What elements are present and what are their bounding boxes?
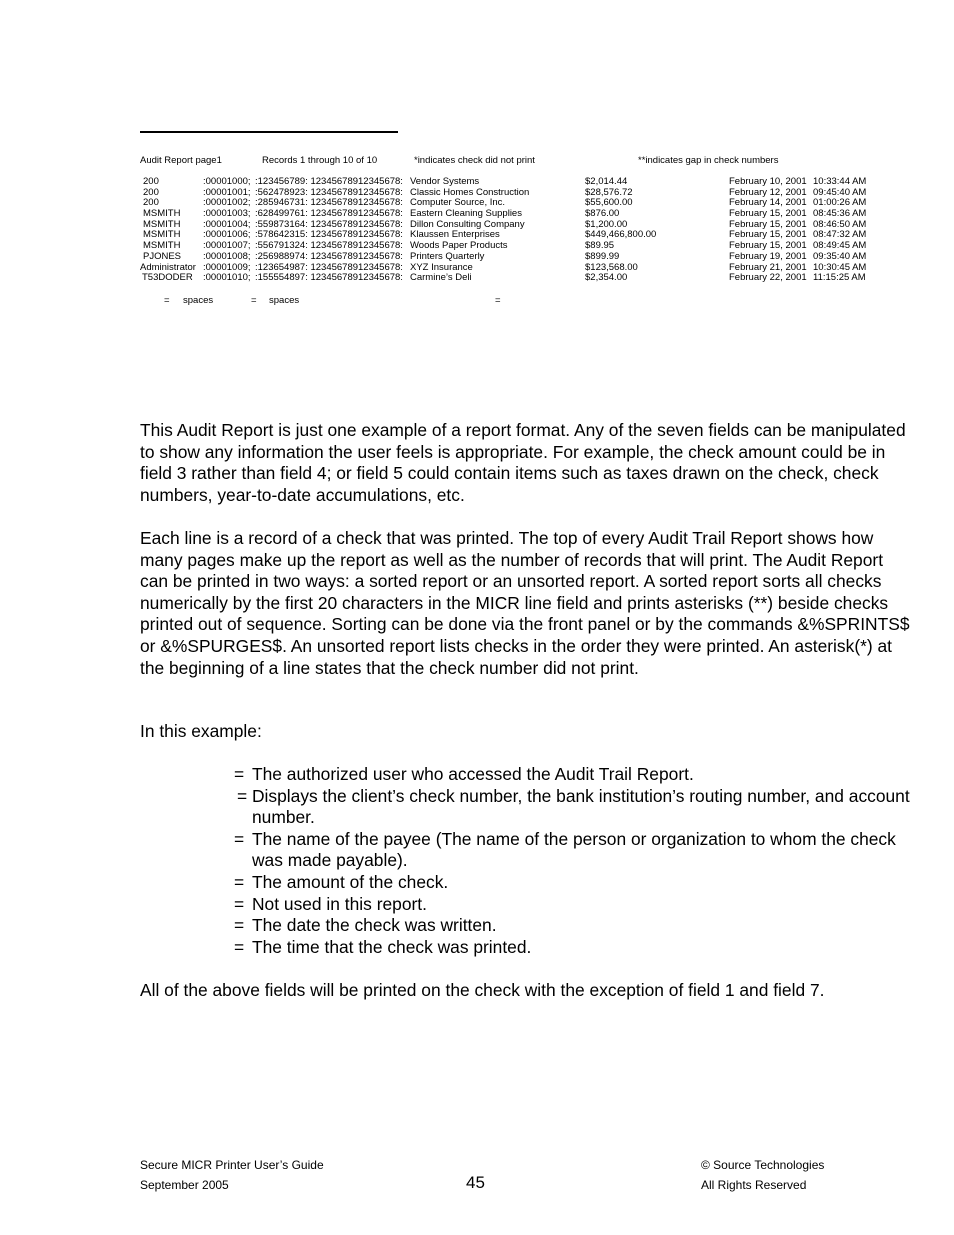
cell-routing-account: :578642315: 12345678912345678: xyxy=(255,229,403,241)
cell-date: February 19, 2001 xyxy=(729,250,807,262)
list-item-text: The time that the check was printed. xyxy=(252,936,532,957)
cell-routing-account: :559873164: 12345678912345678: xyxy=(255,218,403,230)
cell-time: 08:46:50 AM xyxy=(813,218,867,230)
cell-user: 200 xyxy=(143,186,159,198)
equals-sign: = xyxy=(234,936,245,957)
footer-guide-title: Secure MICR Printer User’s Guide xyxy=(140,1158,324,1172)
cell-date: February 15, 2001 xyxy=(729,208,807,220)
field-definition-list xyxy=(228,764,918,958)
cell-routing-account: :556791324: 12345678912345678: xyxy=(255,240,403,252)
cell-payee: Computer Source, Inc. xyxy=(410,197,506,209)
cell-routing-account: :123456789: 12345678912345678: xyxy=(255,176,403,187)
example-heading xyxy=(140,721,915,743)
table-row xyxy=(0,273,954,284)
cell-amount: $876.00 xyxy=(585,208,620,220)
cell-date: February 10, 2001 xyxy=(729,176,807,187)
cell-payee: XYZ Insurance xyxy=(410,261,473,273)
list-item xyxy=(228,764,918,786)
cell-payee: Eastern Cleaning Supplies xyxy=(410,208,522,220)
cell-date: February 22, 2001 xyxy=(729,272,807,284)
legend-spaces-2: spaces xyxy=(269,295,300,306)
paragraph-text: This Audit Report is just one example of a report format. Any of the seven fields can be manipulated to show any information the user feels is appropriate. For example, the check amount could be in field 3 rather than field 4; or field 5 could contain items such as taxes drawn on the check, check numbers, year-to-date accumulations, etc. xyxy=(140,420,906,505)
footer-copyright: © Source Technologies xyxy=(701,1158,825,1172)
cell-amount: $1,200.00 xyxy=(585,218,628,230)
cell-check-number: :00001007; xyxy=(203,240,251,252)
cell-time: 08:45:36 AM xyxy=(813,208,867,220)
cell-routing-account: :628499761: 12345678912345678: xyxy=(255,208,403,220)
list-item-text: The date the check was written. xyxy=(252,915,497,936)
cell-payee: Woods Paper Products xyxy=(410,240,508,252)
cell-amount: $28,576.72 xyxy=(585,186,633,198)
equals-sign: = xyxy=(234,828,245,849)
legend-equals-1: = xyxy=(164,295,170,306)
paragraph-text: All of the above fields will be printed on the check with the exception of field 1 and field 7. xyxy=(140,980,825,1000)
cell-check-number: :00001003; xyxy=(203,208,251,220)
cell-time: 09:45:40 AM xyxy=(813,186,867,198)
paragraph-text: Each line is a record of a check that was printed. The top of every Audit Trail Report shows how many pages make up the report as well as the number of records that will print. The Audit Report can be printed in two ways: a sorted report or an unsorted report. A sorted report sorts all checks numerically by the first 20 characters in the MICR line field and prints asterisks (**) beside checks printed out of sequence. Sorting can be done via the front panel or by the commands &%SPRINTS$ or &%SPURGES$. An unsorted report lists checks in the order they were printed. An asterisk(*) at the beginning of a line states that the check number did not print. xyxy=(140,528,910,678)
closing-paragraph xyxy=(140,980,915,1002)
cell-payee: Classic Homes Construction xyxy=(410,186,530,198)
equals-sign: = xyxy=(234,915,245,936)
legend-spaces-1: spaces xyxy=(183,295,214,306)
records-count: Records 1 through 10 of 10 xyxy=(262,155,378,166)
cell-check-number: :00001004; xyxy=(203,218,251,230)
cell-time: 11:15:25 AM xyxy=(813,272,866,284)
cell-amount: $899.99 xyxy=(585,250,620,262)
cell-amount: $2,014.44 xyxy=(585,176,628,187)
cell-check-number: :00001008; xyxy=(203,250,251,262)
cell-routing-account: :562478923: 12345678912345678: xyxy=(255,186,403,198)
cell-time: 10:30:45 AM xyxy=(813,261,867,273)
page-number: 45 xyxy=(466,1173,485,1192)
cell-payee: Klaussen Enterprises xyxy=(410,229,500,241)
cell-check-number: :00001002; xyxy=(203,197,251,209)
cell-routing-account: :155554897: 12345678912345678: xyxy=(255,272,403,284)
cell-user: MSMITH xyxy=(143,218,181,230)
equals-sign: = xyxy=(234,871,245,892)
cell-routing-account: :123654987: 12345678912345678: xyxy=(255,261,403,273)
cell-amount: $55,600.00 xyxy=(585,197,633,209)
report-title: Audit Report page1 xyxy=(140,155,222,166)
list-item-text: The name of the payee (The name of the person or organization to whom the check was made payable). xyxy=(252,828,896,871)
list-item xyxy=(228,829,918,872)
cell-date: February 15, 2001 xyxy=(729,240,807,252)
cell-date: February 15, 2001 xyxy=(729,218,807,230)
audit-records-table xyxy=(0,177,954,284)
legend-equals-3: = xyxy=(495,295,501,306)
cell-amount: $123,568.00 xyxy=(585,261,638,273)
cell-time: 10:33:44 AM xyxy=(813,176,867,187)
cell-time: 08:49:45 AM xyxy=(813,240,867,252)
list-item xyxy=(228,915,918,937)
cell-amount: $449,466,800.00 xyxy=(585,229,657,241)
list-item-text: The amount of the check. xyxy=(252,871,449,892)
cell-user: Administrator xyxy=(140,261,196,273)
cell-check-number: :00001006; xyxy=(203,229,251,241)
cell-date: February 12, 2001 xyxy=(729,186,807,198)
paragraph-text: In this example: xyxy=(140,721,262,741)
cell-payee: Dillon Consulting Company xyxy=(410,218,525,230)
cell-check-number: :00001010; xyxy=(203,272,251,284)
cell-date: February 21, 2001 xyxy=(729,261,807,273)
cell-time: 09:35:40 AM xyxy=(813,250,867,262)
list-item xyxy=(228,937,918,959)
cell-time: 08:47:32 AM xyxy=(813,229,867,241)
cell-user: MSMITH xyxy=(143,229,181,241)
footer-date: September 2005 xyxy=(140,1178,229,1192)
equals-sign: = xyxy=(234,893,245,914)
intro-paragraph xyxy=(140,420,915,506)
cell-payee: Printers Quarterly xyxy=(410,250,485,262)
table-row xyxy=(0,252,954,263)
cell-payee: Carmine’s Deli xyxy=(410,272,472,284)
cell-user: MSMITH xyxy=(143,240,181,252)
list-item-text: The authorized user who accessed the Audit Trail Report. xyxy=(252,764,694,784)
cell-user: PJONES xyxy=(143,250,182,262)
list-item xyxy=(228,872,918,894)
list-item-text: Not used in this report. xyxy=(252,893,427,914)
cell-date: February 15, 2001 xyxy=(729,229,807,241)
footer-rights: All Rights Reserved xyxy=(701,1178,807,1192)
note-check-not-printed: *indicates check did not print xyxy=(414,155,535,166)
top-rule xyxy=(140,131,398,133)
equals-sign: = xyxy=(234,764,245,784)
legend-equals-2: = xyxy=(251,295,257,306)
description-paragraph xyxy=(140,528,915,679)
cell-check-number: :00001009; xyxy=(203,261,251,273)
list-item xyxy=(228,786,918,829)
cell-routing-account: :256988974: 12345678912345678: xyxy=(255,250,403,262)
cell-payee: Vendor Systems xyxy=(410,176,480,187)
cell-user: MSMITH xyxy=(143,208,181,220)
note-gap-in-check-numbers: **indicates gap in check numbers xyxy=(638,155,779,166)
cell-check-number: :00001000; xyxy=(203,176,251,187)
cell-user: T53DODER xyxy=(142,272,193,284)
cell-user: 200 xyxy=(143,176,159,187)
cell-amount: $89.95 xyxy=(585,240,615,252)
list-item xyxy=(228,894,918,916)
list-item-text: Displays the client’s check number, the bank institution’s routing number, and account number. xyxy=(252,785,910,828)
cell-routing-account: :285946731: 12345678912345678: xyxy=(255,197,403,209)
cell-time: 01:00:26 AM xyxy=(813,197,867,209)
cell-date: February 14, 2001 xyxy=(729,197,807,209)
cell-user: 200 xyxy=(143,197,159,209)
cell-check-number: :00001001; xyxy=(203,186,251,198)
equals-sign: = xyxy=(237,785,248,806)
cell-amount: $2,354.00 xyxy=(585,272,628,284)
